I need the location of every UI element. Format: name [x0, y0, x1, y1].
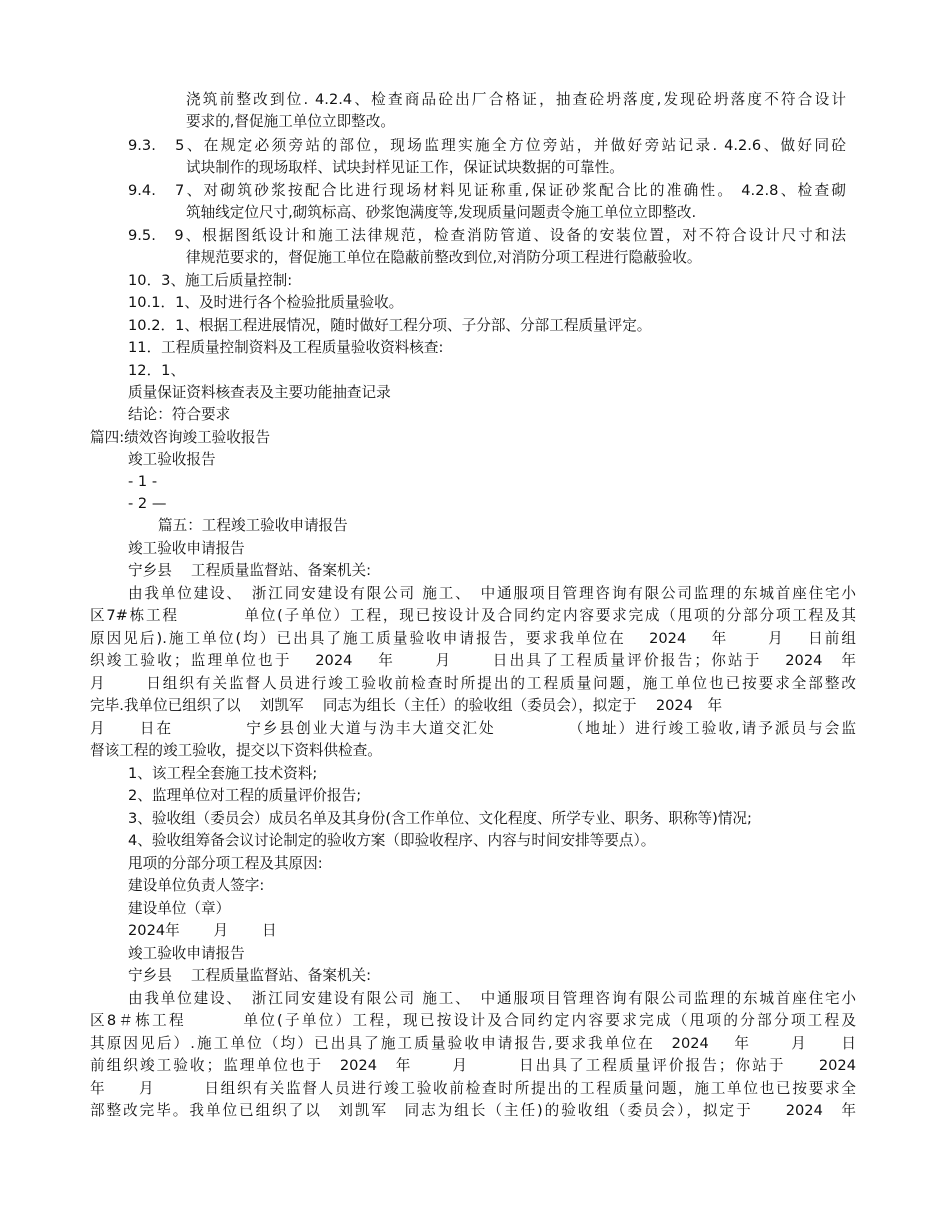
text-line: 10．3、施工后质量控制: [128, 272, 293, 289]
text-line: 原因见后).施工单位(均）已出具了施工质量验收申请报告，要求我单位在 2024 年 月 日前组 [90, 630, 856, 647]
text-line: 要求的,督促施工单位立即整改。 [186, 113, 395, 130]
text-line: 甩项的分部分项工程及其原因: [128, 855, 323, 872]
text-line: 区8＃栋工程 单位(子单位）工程，现已按设计及合同约定内容要求完成（甩项的分部分项工程及 [90, 1012, 856, 1029]
date-line: 2024年 月 日 [128, 922, 277, 939]
list-item: 3、验收组（委员会）成员名单及其身份(含工作单位、文化程度、所学专业、职务、职称等)情况; [128, 810, 752, 827]
text-line: 建设单位负责人签字: [128, 877, 265, 894]
text-line: 由我单位建设、 浙江同安建设有限公司 施工、 中通服项目管理咨询有限公司监理的东城首座住宅小 [128, 990, 856, 1007]
text-line: 区7#栋工程 单位(子单位）工程，现已按设计及合同约定内容要求完成（甩项的分部分项工程及其 [90, 607, 856, 624]
page-number: - 1 - [128, 473, 158, 490]
text-line: 结论：符合要求 [128, 406, 231, 423]
text-line: 宁乡县 工程质量监督站、备案机关: [128, 562, 372, 579]
text-line: 9.3. 5、在规定必须旁站的部位，现场监理实施全方位旁站，并做好旁站记录. 4.2.6、做好同砼 [128, 137, 846, 154]
text-line: 浇筑前整改到位. 4.2.4、检查商品砼出厂合格证，抽查砼坍落度,发现砼坍落度不符合设计 [186, 91, 846, 108]
text-line: 试块制作的现场取样、试块封样见证工作，保证试块数据的可靠性。 [186, 159, 624, 176]
text-line: 前组织竣工验收；监理单位也于 2024 年 月 日出具了工程质量评价报告；你站于 2024 [90, 1057, 856, 1074]
section-heading: 篇四:绩效咨询竣工验收报告 [90, 429, 271, 446]
text-line: 10.1．1、及时进行各个检验批质量验收。 [128, 294, 404, 311]
text-line: 建设单位（章） [128, 900, 231, 917]
text-line: 月 日组织有关监督人员进行竣工验收前检查时所提出的工程质量问题，施工单位也已按要求全部整改 [90, 675, 856, 692]
text-line: 其原因见后）.施工单位（均）已出具了施工质量验收申请报告,要求我单位在 2024 年 月 日 [90, 1035, 856, 1052]
text-line: 督该工程的竣工验收，提交以下资料供检查。 [90, 742, 382, 759]
text-line: 11．工程质量控制资料及工程质量验收资料核查: [128, 339, 444, 356]
text-line: 9.4. 7、对砌筑砂浆按配合比进行现场材料见证称重,保证砂浆配合比的准确性。 4.2.8、检查砌 [128, 182, 846, 199]
section-heading: 篇五：工程竣工验收申请报告 [158, 517, 348, 534]
text-line: 9.5. 9、根据图纸设计和施工法律规范，检查消防管道、设备的安装位置，对不符合设计尺寸和法 [128, 227, 846, 244]
text-line: 12．1、 [128, 362, 186, 379]
text-line: 完毕.我单位已组织了以 刘凯军 同志为组长（主任）的验收组（委员会），拟定于 2024 年 [90, 697, 723, 714]
page-number: - 2 — [128, 495, 167, 512]
list-item: 1、该工程全套施工技术资料; [128, 765, 318, 782]
text-line: 筑轴线定位尺寸,砌筑标高、砂浆饱满度等,发现质量问题责令施工单位立即整改. [186, 204, 697, 221]
text-line: 竣工验收申请报告 [128, 540, 245, 557]
text-line: 10.2．1、根据工程进展情况，随时做好工程分项、子分部、分部工程质量评定。 [128, 317, 652, 334]
list-item: 2、监理单位对工程的质量评价报告; [128, 787, 362, 804]
text-line: 由我单位建设、 浙江同安建设有限公司 施工、 中通服项目管理咨询有限公司监理的东城首座住宅小 [128, 585, 856, 602]
text-line: 律规范要求的，督促施工单位在隐蔽前整改到位,对消防分项工程进行隐蔽验收。 [186, 249, 702, 266]
text-line: 竣工验收申请报告 [128, 945, 245, 962]
text-line: 宁乡县 工程质量监督站、备案机关: [128, 967, 372, 984]
text-line: 部整改完毕。我单位已组织了以 刘凯军 同志为组长（主任)的验收组（委员会），拟定于 2024 年 [90, 1102, 856, 1119]
text-line: 月 日在 宁乡县创业大道与沩丰大道交汇处 （地址）进行竣工验收,请予派员与会监 [90, 720, 856, 737]
text-line: 年 月 日组织有关监督人员进行竣工验收前检查时所提出的工程质量问题，施工单位也已按要求全 [90, 1080, 856, 1097]
text-line: 质量保证资料核查表及主要功能抽查记录 [128, 384, 391, 401]
text-line: 竣工验收报告 [128, 451, 216, 468]
text-line: 织竣工验收；监理单位也于 2024 年 月 日出具了工程质量评价报告；你站于 2024 年 [90, 652, 856, 669]
list-item: 4、验收组筹备会议讨论制定的验收方案（即验收程序、内容与时间安排等要点）。 [128, 832, 656, 849]
